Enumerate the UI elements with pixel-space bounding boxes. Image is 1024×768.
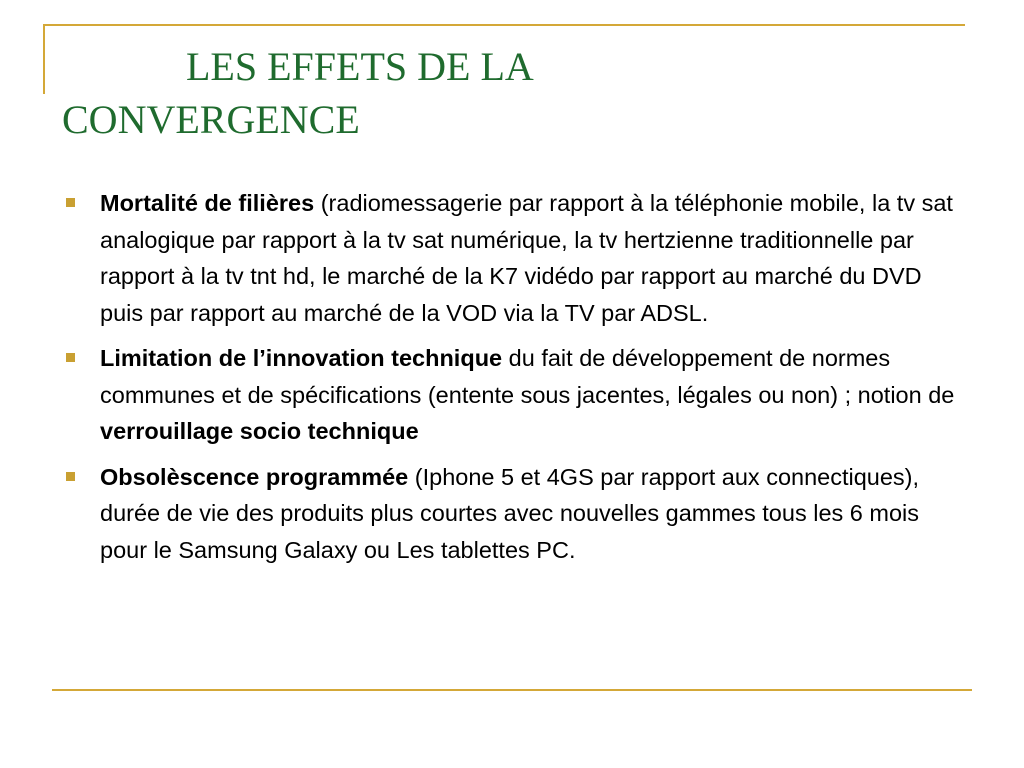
bullet-heading: Obsolèscence programmée — [100, 463, 409, 490]
square-bullet-icon — [66, 353, 75, 362]
bullet-emphasis: verrouillage socio technique — [100, 418, 419, 444]
bullet-text: du fait de développement de normes communes et de spécifications (entente sous jacentes, légales ou non) ; notion de — [100, 345, 955, 408]
frame-bottom-rule — [52, 689, 972, 691]
slide-title — [62, 40, 942, 146]
bullet-heading: Limitation de l’innovation technique — [100, 345, 503, 371]
slide-title-line1: LES EFFETS DE LA — [186, 44, 534, 89]
frame-top-rule — [43, 24, 965, 26]
bullet-item-limitation — [0, 340, 970, 450]
bullet-item-mortalite — [0, 185, 970, 331]
bullet-text: (radiomessagerie par rapport à la téléphonie mobile, la tv sat analogique par rapport à la tv sat numérique, la tv hertzienne traditionnelle par rapport à la tv tnt hd, le marché de la K7 vidédo par rapport au marché du DVD puis par rapport au marché de la VOD via la TV par ADSL. — [100, 190, 953, 326]
square-bullet-icon — [66, 198, 75, 207]
bullet-text: (Iphone 5 et 4GS par rapport aux connectiques), durée de vie des produits plus courtes avec nouvelles gammes tous les 6 mois pour le Samsung Galaxy ou Les tablettes PC. — [100, 463, 920, 563]
bullet-heading: Mortalité de filières — [100, 190, 315, 216]
square-bullet-icon — [66, 472, 75, 481]
slide-title-line2: CONVERGENCE — [62, 97, 360, 142]
bullet-item-obsolescence — [0, 459, 970, 569]
frame-left-rule — [43, 24, 45, 94]
bullet-list — [0, 185, 1024, 577]
